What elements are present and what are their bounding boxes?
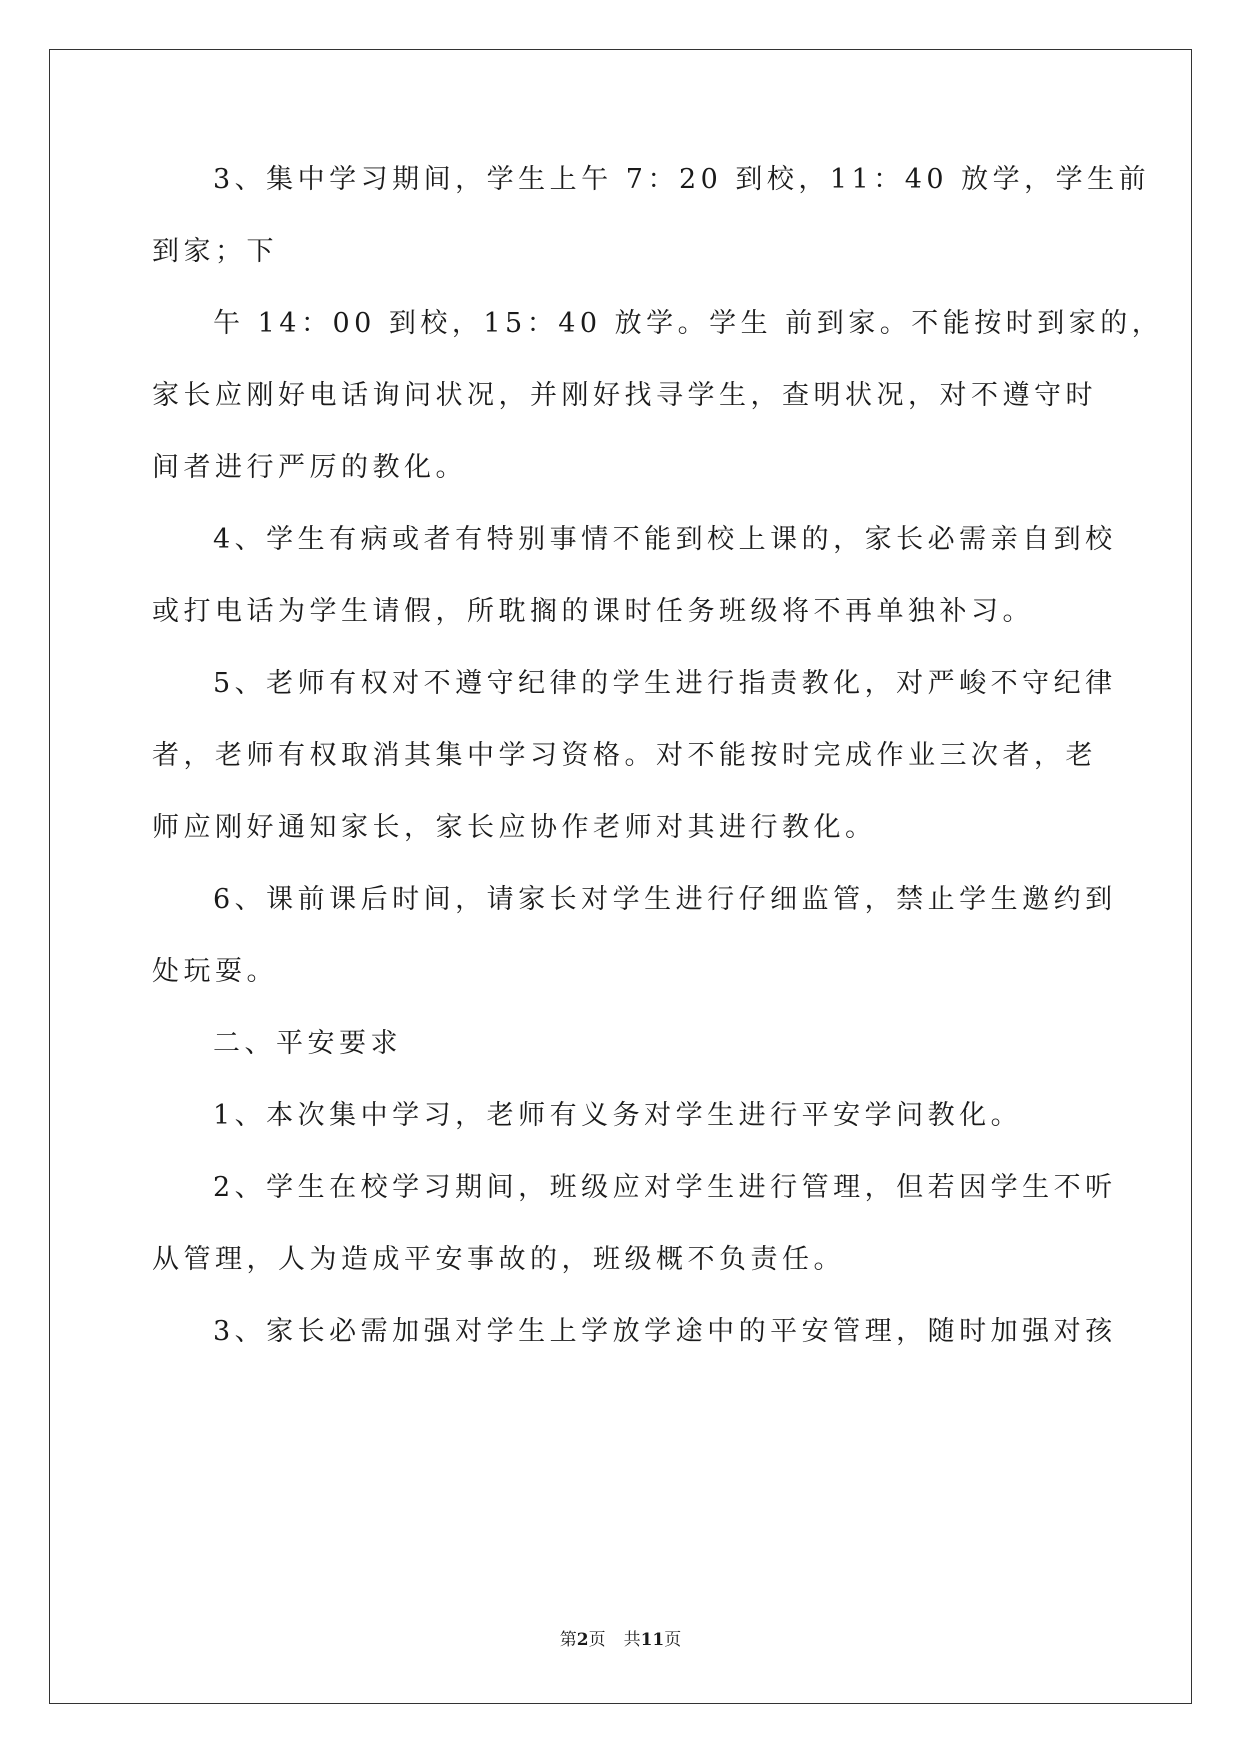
- paragraph-6-line-2: 处玩耍。: [152, 956, 278, 987]
- paragraph-3-line-1: 3、集中学习期间，学生上午 7：20 到校，11：40 放学，学生前: [213, 164, 1151, 195]
- paragraph-3b-line-2: 家长应刚好电话询问状况，并刚好找寻学生，查明状况，对不遵守时: [152, 380, 1097, 411]
- paragraph-5-line-1: 5、老师有权对不遵守纪律的学生进行指责教化，对严峻不守纪律: [213, 668, 1117, 699]
- section-2-item-2-line-1: 2、学生在校学习期间，班级应对学生进行管理，但若因学生不听: [213, 1172, 1117, 1203]
- total-suffix: 页: [664, 1630, 682, 1650]
- total-prefix: 共: [623, 1630, 641, 1650]
- paragraph-5-line-3: 师应刚好通知家长，家长应协作老师对其进行教化。: [152, 812, 877, 843]
- page-suffix: 页: [588, 1630, 606, 1650]
- section-2-item-2-line-2: 从管理，人为造成平安事故的，班级概不负责任。: [152, 1244, 845, 1275]
- paragraph-3b-line-3: 间者进行严厉的教化。: [152, 452, 467, 483]
- page-number-footer: [0, 1625, 1241, 1650]
- page-prefix: 第: [559, 1630, 577, 1650]
- section-2-heading: 二、平安要求: [213, 1028, 402, 1059]
- paragraph-5-line-2: 者，老师有权取消其集中学习资格。对不能按时完成作业三次者，老: [152, 740, 1097, 771]
- current-page-number: 2: [576, 1630, 589, 1650]
- section-2-item-1: 1、本次集中学习，老师有义务对学生进行平安学问教化。: [213, 1100, 1023, 1131]
- paragraph-4-line-1: 4、学生有病或者有特别事情不能到校上课的，家长必需亲自到校: [213, 524, 1117, 555]
- paragraph-4-line-2: 或打电话为学生请假，所耽搁的课时任务班级将不再单独补习。: [152, 596, 1034, 627]
- total-page-count: 11: [640, 1630, 665, 1650]
- section-2-item-3-line-1: 3、家长必需加强对学生上学放学途中的平安管理，随时加强对孩: [213, 1316, 1117, 1347]
- paragraph-3b-line-1: 午 14：00 到校，15：40 放学。学生 前到家。不能按时到家的，: [213, 308, 1164, 339]
- paragraph-3-line-2: 到家；下: [152, 236, 278, 267]
- paragraph-6-line-1: 6、课前课后时间，请家长对学生进行仔细监管，禁止学生邀约到: [213, 884, 1117, 915]
- page-border: [49, 49, 1192, 1704]
